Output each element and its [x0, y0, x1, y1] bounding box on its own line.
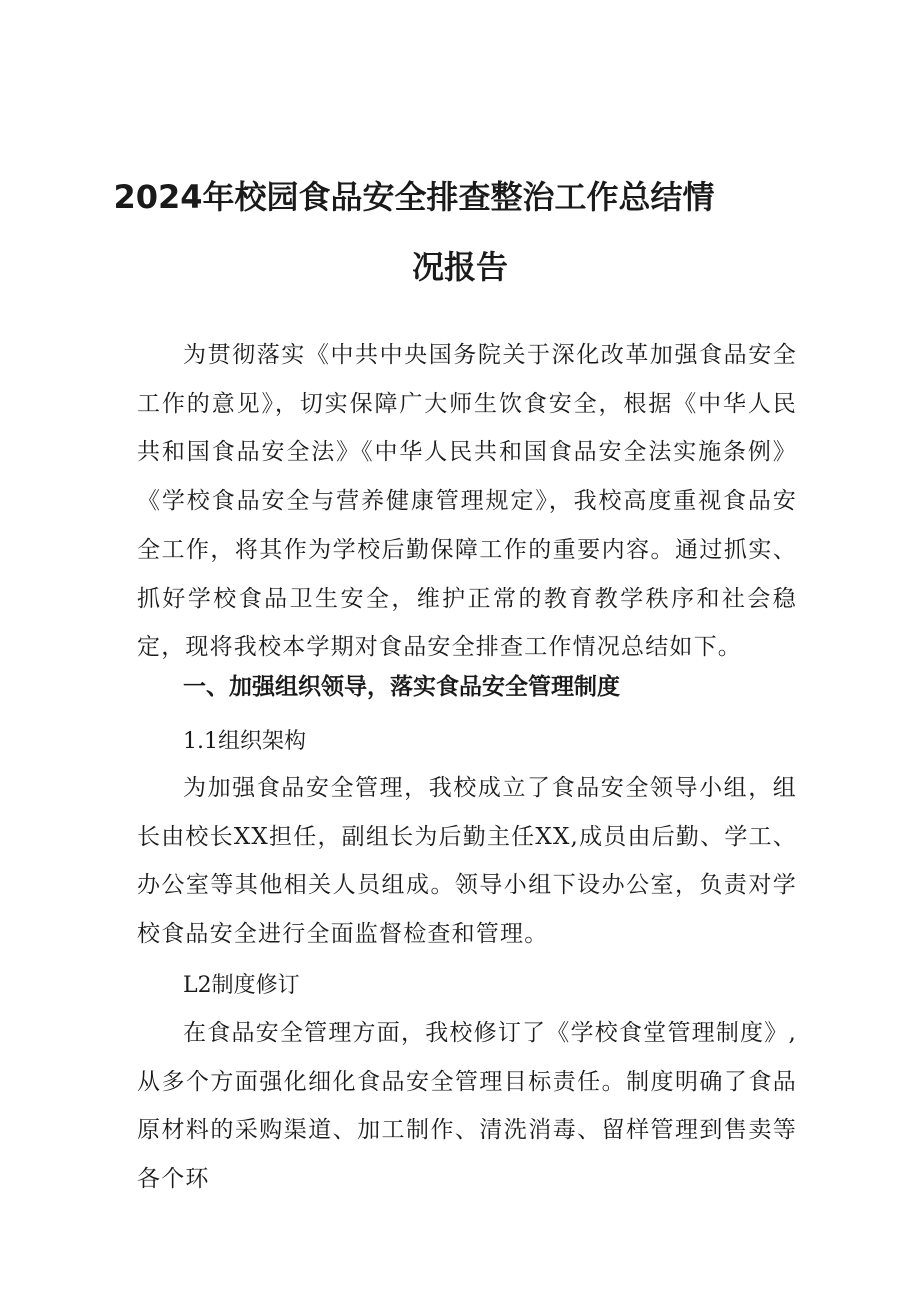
- organization-paragraph: 为加强食品安全管理，我校成立了食品安全领导小组，组长由校长XX担任，副组长为后勤主任XX,成员由后勤、学工、办公室等其他相关人员组成。领导小组下设办公室，负责对学校食品安全进行全面监督检查和管理。: [137, 775, 797, 948]
- intro-paragraph: 为贯彻落实《中共中央国务院关于深化改革加强食品安全工作的意见》，切实保障广大师生饮食安全，根据《中华人民共和国食品安全法》《中华人民共和国食品安全法实施条例》《学校食品安全与营养健康管理规定》，我校高度重视食品安全工作，将其作为学校后勤保障工作的重要内容。通过抓实、抓好学校食品卫生安全，维护正常的教育教学秩序和社会稳定，现将我校本学期对食品安全排查工作情况总结如下。: [137, 342, 797, 661]
- document-title-line-2: 况报告: [411, 248, 508, 286]
- subsection-heading-1-1: 1.1组织架构: [183, 729, 306, 754]
- document-title-line-1: 2024年校园食品安全排查整治工作总结情: [113, 178, 715, 216]
- regulation-paragraph: 在食品安全管理方面，我校修订了《学校食堂管理制度》,从多个方面强化细化食品安全管理目标责任。制度明确了食品原材料的采购渠道、加工制作、清洗消毒、留样管理到售卖等各个环: [137, 1020, 797, 1193]
- subsection-heading-1-2: L2制度修订: [183, 973, 300, 998]
- section-heading-1: 一、加强组织领导，落实食品安全管理制度: [183, 674, 620, 700]
